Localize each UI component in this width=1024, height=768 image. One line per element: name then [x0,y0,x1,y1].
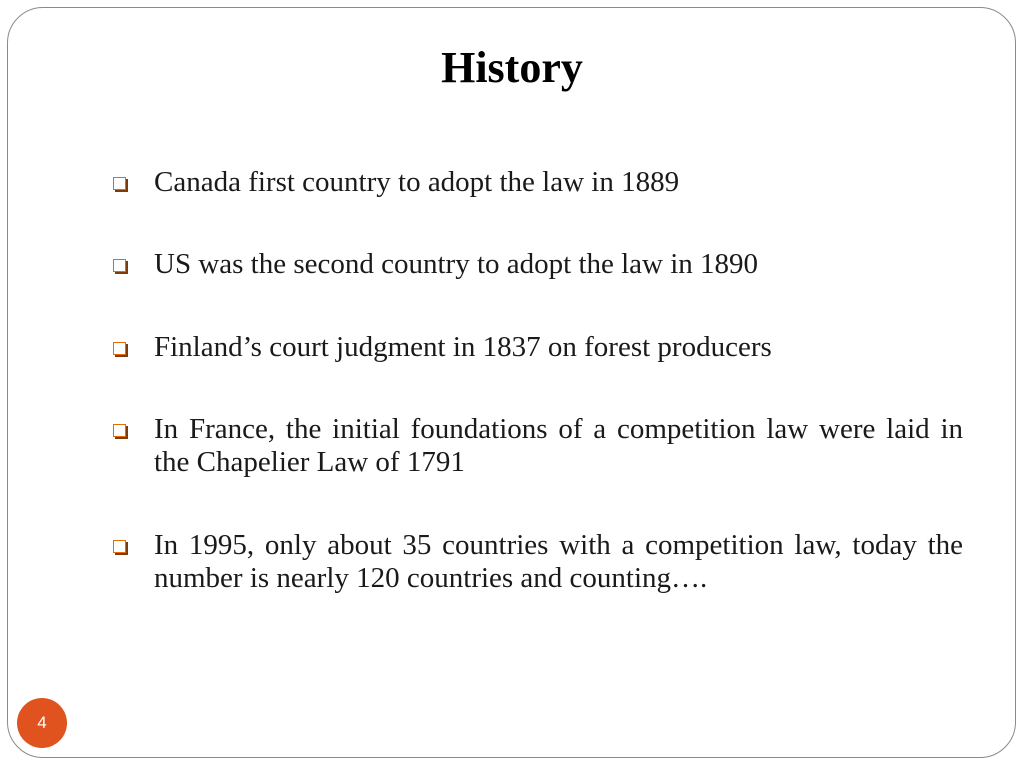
bullet-item [113,331,963,364]
square-bullet-icon [113,342,126,355]
square-bullet-icon [113,540,126,553]
page-number-badge: 4 [17,698,67,748]
slide-title: History [441,43,583,92]
bullet-item [113,529,963,595]
bullet-text: In France, the initial foundations of a competition law were laid in the Chapelier Law of 1791 [154,413,963,478]
bullet-text: In 1995, only about 35 countries with a competition law, today the number is nearly 120 countries and counting…. [154,529,963,594]
bullet-item [113,248,963,281]
bullet-text: Finland’s court judgment in 1837 on forest producers [154,331,772,363]
bullet-text: Canada first country to adopt the law in 1889 [154,166,680,198]
bullet-item [113,413,963,479]
square-bullet-icon [113,259,126,272]
square-bullet-icon [113,424,126,437]
bullet-item [113,166,963,199]
square-bullet-icon [113,177,126,190]
slide-frame [7,7,1016,758]
bullet-text: US was the second country to adopt the law in 1890 [154,248,759,280]
